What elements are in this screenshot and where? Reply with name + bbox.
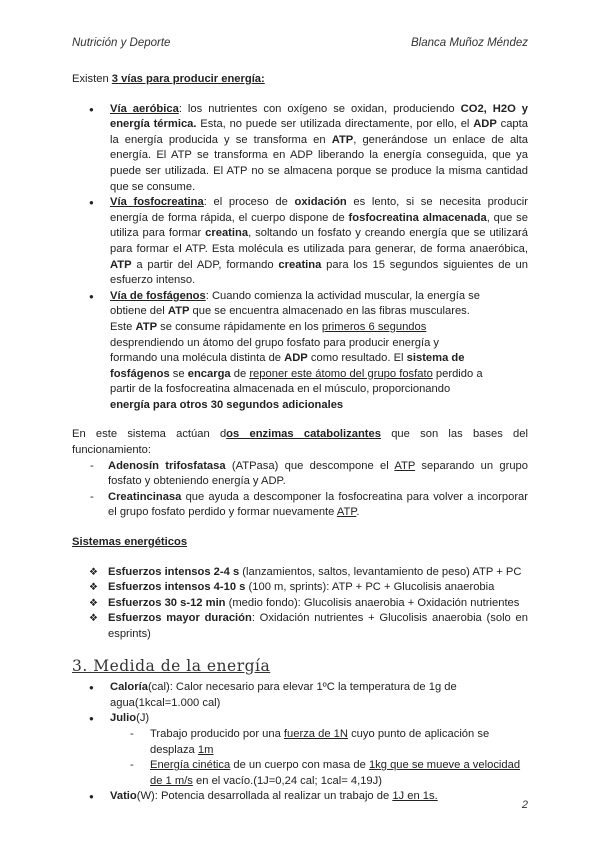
- via-bold: encarga: [187, 367, 231, 380]
- sistema-bold: Esfuerzos intensos 2-4 s: [108, 565, 240, 578]
- via-bold: sistema de fosfágenos: [110, 352, 465, 380]
- via-text: para los 15 segundos siguientes de un esfuerzo intenso.: [110, 258, 528, 287]
- sub-underline: 1kg que se mueve a velocidad de 1 m/s: [150, 759, 521, 787]
- sub-underline: fuerza de 1N: [283, 727, 348, 740]
- via-bold: CO2, H2O y energía térmica.: [110, 102, 528, 131]
- unit-name: Vatio: [110, 790, 137, 803]
- via-title: Vía aeróbica: [110, 102, 179, 115]
- via-bold: creatina: [278, 258, 322, 271]
- enzimas-text: En este sistema actúan d: [72, 428, 227, 441]
- enzima-text: .: [356, 506, 360, 519]
- via-bold: ATP: [331, 133, 354, 146]
- intro-paragraph: [72, 72, 528, 88]
- unit-text: (W): Potencia desarrollada al realizar un trabajo de: [136, 790, 393, 803]
- via-text: desprendiendo un átomo del grupo fosfato para producir energía y formando una molécula distinta de: [110, 336, 440, 365]
- medida-julio: [72, 711, 528, 789]
- via-bold: creatina: [205, 227, 249, 240]
- sistemas-list: [72, 565, 528, 643]
- sistema-item: [72, 596, 528, 612]
- sistema-text: (100 m, sprints): ATP + PC + Glucolisis anaerobia: [245, 581, 495, 594]
- sub-text: Trabajo producido por una: [150, 727, 284, 740]
- unit-underline: 1J en 1s.: [392, 790, 438, 803]
- enzimas-paragraph: [72, 427, 528, 458]
- intro-text: Existen: [72, 73, 112, 85]
- vias-list: [72, 102, 528, 414]
- sub-text: cuyo punto de aplicación se desplaza: [150, 727, 490, 756]
- via-bold: oxidación: [294, 196, 347, 209]
- sistema-bold: Esfuerzos intensos 4-10 s: [108, 581, 246, 594]
- sistema-text: (medio fondo): Glucolisis anaerobia + Oxidación nutrientes: [225, 596, 520, 609]
- sub-text: de un cuerpo con masa de: [230, 759, 369, 772]
- sistema-text: : Oxidación nutrientes + Glucolisis anaerobia (solo en esprints): [108, 612, 528, 640]
- sistema-bold: Esfuerzos mayor duración: [108, 612, 252, 625]
- enzima-underline: ATP: [336, 506, 357, 519]
- enzimas-text: que son las bases del funcionamiento:: [72, 428, 528, 457]
- unit-name: Julio: [110, 712, 137, 725]
- sistema-item: [72, 565, 528, 581]
- header-right: Blanca Muñoz Méndez: [411, 37, 528, 49]
- enzimas-bold: os enzimas catabolizantes: [226, 428, 381, 441]
- via-text: , que se utiliza para formar: [110, 211, 528, 240]
- medida-caloria: [72, 680, 528, 711]
- via-text: que se encuentra almacenado en las fibras musculares. Este: [110, 305, 470, 333]
- sub-underline: Energía cinética: [150, 759, 231, 772]
- via-bold: ADP: [284, 352, 308, 365]
- via-fosfagenos: [72, 289, 528, 414]
- sub-underline: 1m: [197, 743, 214, 756]
- section-title: 3. Medida de la energía: [72, 656, 271, 675]
- sistema-text: (lanzamientos, saltos, levantamiento de peso) ATP + PC: [239, 565, 522, 578]
- via-bold: ATP: [167, 305, 190, 318]
- julio-sub-item: [110, 758, 528, 789]
- sub-text: en el vacío.(1J=0,24 cal; 1cal= 4,19J): [192, 774, 382, 787]
- via-text: se consume rápidamente en los: [157, 320, 322, 333]
- via-bold: fosfocreatina almacenada: [348, 211, 487, 224]
- header-left: Nutrición y Deporte: [72, 37, 171, 49]
- enzima-text: (ATPasa) que descompone el: [225, 459, 395, 472]
- intro-bold: 3 vías para producir energía:: [111, 73, 265, 85]
- document-body: [72, 72, 528, 805]
- via-text: : el proceso de: [203, 196, 295, 209]
- julio-sub-item: [110, 727, 528, 758]
- julio-sublist: [110, 727, 528, 789]
- via-bold: ADP: [473, 118, 497, 131]
- enzima-underline: ATP: [394, 459, 416, 472]
- via-title: Vía de fosfágenos: [110, 289, 206, 302]
- enzima-item: [72, 459, 528, 490]
- via-title: Vía fosfocreatina: [110, 196, 204, 209]
- via-bold: ATP: [135, 320, 158, 333]
- via-aerobica: [72, 102, 528, 196]
- unit-name: Caloría: [110, 681, 148, 694]
- sistema-item: [72, 611, 528, 642]
- unit-text: (J): [136, 712, 150, 725]
- via-text: perdido a partir de la fosfocreatina almacenada en el músculo, proporcionando: [110, 367, 483, 396]
- unit-text: (cal): Calor necesario para elevar 1ºC la temperatura de 1g de agua(1kcal=1.000 cal): [110, 681, 457, 709]
- via-text: : Cuando comienza la actividad muscular, la energía se obtiene del: [110, 289, 480, 318]
- via-fosfocreatina: [72, 195, 528, 289]
- via-text: a partir del ADP, formando: [131, 258, 279, 271]
- enzima-text: separando un grupo fosfato y obteniendo energía y ADP.: [108, 459, 528, 488]
- via-text: Esta, no puede ser utilizada directamente, por ello, el: [196, 118, 474, 131]
- medida-list: [72, 680, 528, 805]
- sistemas-title: Sistemas energéticos: [72, 536, 188, 549]
- page-number: 2: [521, 799, 528, 811]
- sistema-bold: Esfuerzos 30 s-12 min: [108, 596, 226, 609]
- via-text: como resultado. El: [307, 352, 407, 365]
- enzimas-list: [72, 459, 528, 521]
- enzima-name: Adenosín trifosfatasa: [108, 459, 226, 472]
- via-text: , generándose un enlace de alta energía. El ATP se transforma en ADP liberando la energía conseguida, que ya puede ser utilizada. El ATP no se almacena porque se produce la misma cantidad que se consume.: [110, 133, 528, 193]
- via-bold: ATP: [110, 258, 132, 271]
- enzima-item: [72, 490, 528, 521]
- via-text: de: [230, 367, 250, 380]
- via-text: : los nutrientes con oxígeno se oxidan, produciendo: [178, 102, 461, 115]
- via-text: es lento, si se necesita producir energía de forma rápida, el cuerpo dispone de: [110, 196, 528, 224]
- via-text: , soltando un fosfato y creando energía que se utilizará para formar el ATP. Esta molécula es utilizada para generar, de forma anaeróbica,: [110, 227, 528, 255]
- sistema-item: [72, 580, 528, 596]
- via-bold: energía para otros 30 segundos adicionales: [110, 398, 344, 411]
- via-text: se: [169, 367, 188, 380]
- via-underline: primeros 6 segundos: [321, 320, 427, 333]
- medida-vatio: [72, 789, 528, 805]
- enzima-name: Creatincinasa: [108, 490, 182, 503]
- via-text: capta la energía producida y se transforma en: [110, 118, 528, 146]
- via-underline: reponer este átomo del grupo fosfato: [249, 367, 433, 380]
- enzima-text: que ayuda a descomponer la fosfocreatina para volver a incorporar el grupo fosfato perdido y formar nuevamente: [108, 490, 528, 519]
